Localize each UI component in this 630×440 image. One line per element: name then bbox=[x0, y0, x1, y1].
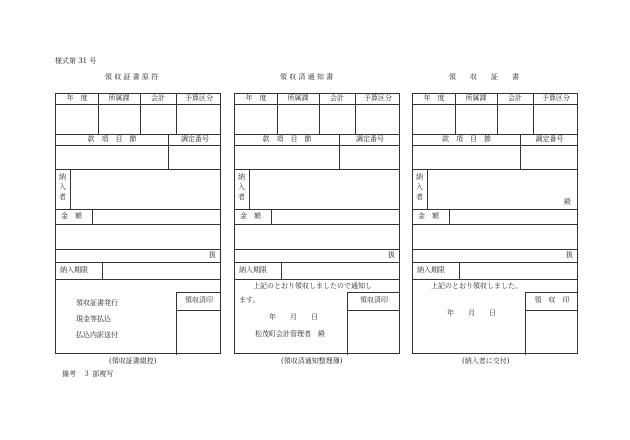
header-account: 会計 bbox=[508, 94, 522, 102]
seal-label: 領収済印 bbox=[360, 296, 388, 304]
form-title-1: 領 収 証 書 原 符 bbox=[105, 73, 159, 81]
header-budget: 予算区分 bbox=[185, 94, 213, 102]
header-assessment-no: 調定番号 bbox=[356, 135, 384, 143]
payer-label: 納入者 bbox=[416, 173, 423, 201]
header-budget: 予算区分 bbox=[542, 94, 570, 102]
amount-label: 金 額 bbox=[240, 212, 261, 220]
deadline-label: 納入期限 bbox=[239, 266, 267, 274]
notice-text: 上記のとおり領収しましたので通知し bbox=[253, 282, 372, 290]
header-section: 所属課 bbox=[287, 94, 309, 102]
form-title-2: 領 収 済 通 知 書 bbox=[280, 73, 334, 81]
body-line-1: 領収証書発行 bbox=[76, 299, 118, 307]
header-year: 年 度 bbox=[245, 94, 267, 102]
form-caption-2: (領収済通知整理簿) bbox=[281, 357, 343, 365]
handling-mark: 扱 bbox=[388, 251, 395, 259]
form-receipt-stub bbox=[55, 93, 221, 354]
header-item: 款 項 目 節 bbox=[442, 135, 491, 143]
handling-mark: 扱 bbox=[566, 251, 573, 259]
handling-mark: 扱 bbox=[209, 251, 216, 259]
amount-label: 金 額 bbox=[61, 212, 82, 220]
header-account: 会計 bbox=[330, 94, 344, 102]
date-line: 年 月 日 bbox=[447, 309, 496, 317]
payer-label: 納入者 bbox=[59, 173, 66, 201]
form-caption-1: (領収証書綴控) bbox=[109, 357, 157, 365]
form-number: 様式第 31 号 bbox=[55, 57, 97, 65]
payer-label: 納入者 bbox=[238, 173, 245, 201]
form-receipt-notice bbox=[234, 93, 400, 354]
header-assessment-no: 調定番号 bbox=[535, 135, 564, 143]
header-assessment-no: 調定番号 bbox=[181, 135, 209, 143]
date-line: 年 月 日 bbox=[269, 313, 318, 321]
form-title-3: 領 収 証 書 bbox=[449, 73, 519, 81]
body-line-3: 払込内訳送付 bbox=[76, 331, 118, 339]
header-section: 所属課 bbox=[465, 94, 487, 102]
note: 備考 ３ 部複写 bbox=[62, 370, 114, 378]
payer-honorific: 殿 bbox=[564, 198, 571, 206]
header-budget: 予算区分 bbox=[364, 94, 392, 102]
header-section: 所属課 bbox=[108, 94, 130, 102]
seal-label: 領収済印 bbox=[185, 296, 213, 304]
header-account: 会計 bbox=[151, 94, 165, 102]
seal-label: 領 収 印 bbox=[534, 296, 570, 304]
deadline-label: 納入期限 bbox=[417, 266, 445, 274]
header-year: 年 度 bbox=[423, 94, 445, 102]
header-item: 款 項 目 節 bbox=[262, 135, 312, 143]
header-year: 年 度 bbox=[66, 94, 88, 102]
amount-label: 金 額 bbox=[418, 212, 439, 220]
signature-line: 松茂町会計管理者 殿 bbox=[255, 330, 325, 338]
body-line-1: ます。 bbox=[239, 296, 260, 304]
form-caption-3: (納入者に交付) bbox=[462, 357, 510, 365]
receipt-text: 上記のとおり領収しました。 bbox=[431, 282, 522, 290]
body-line-2: 現金等払込 bbox=[76, 315, 111, 323]
header-item: 款 項 目 節 bbox=[87, 135, 137, 143]
deadline-label: 納入期限 bbox=[60, 266, 88, 274]
form-receipt bbox=[412, 93, 578, 354]
